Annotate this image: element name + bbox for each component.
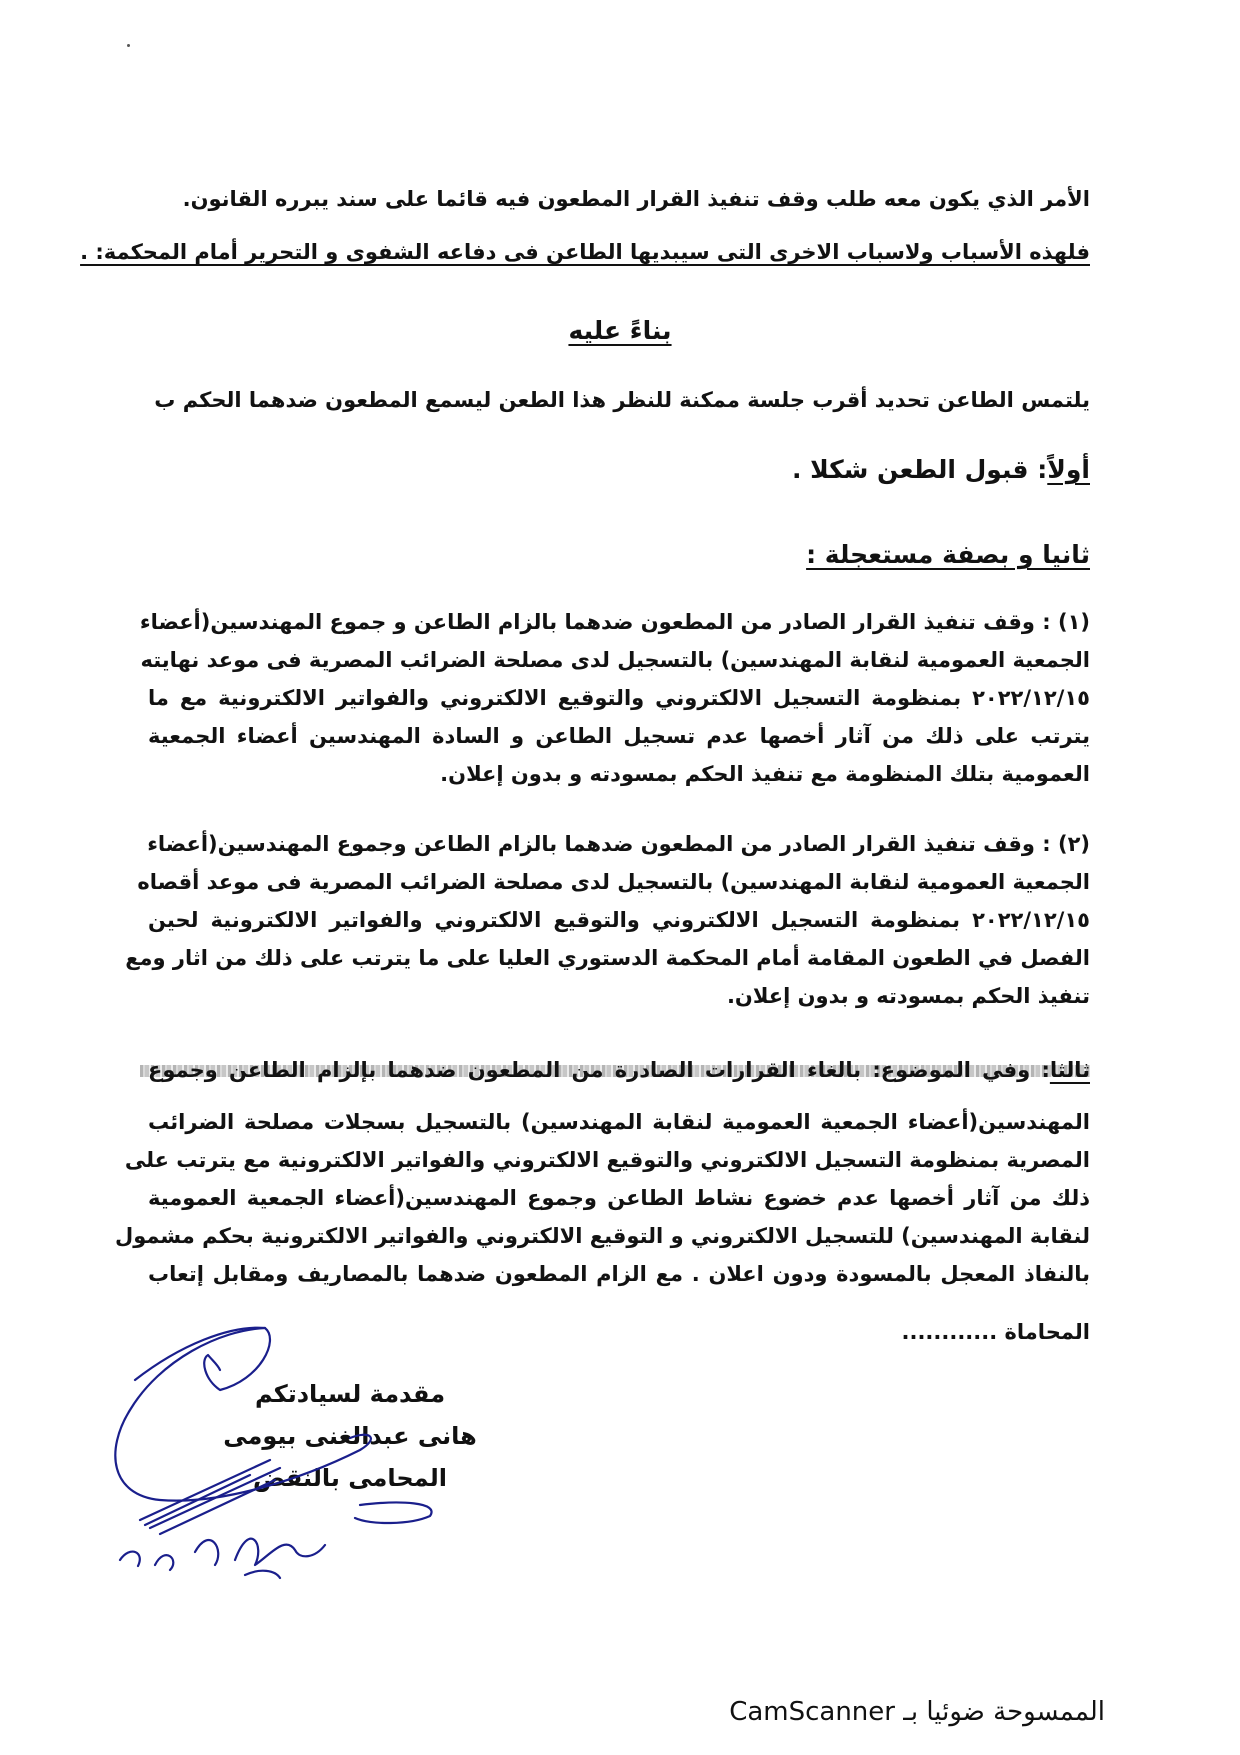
signature-line-2: هانى عبدالغنى بيومى <box>223 1422 477 1450</box>
item1-line: ٢٠٢٢/١٢/١٥ بمنظومة التسجيل الالكتروني والتوقيع الالكتروني والفواتير الالكترونية مع ما <box>148 686 1090 710</box>
signature-line-3: المحامى بالنقض <box>253 1464 447 1492</box>
second-heading: ثانيا و بصفة مستعجلة : <box>806 540 1090 569</box>
signature-stroke <box>355 1503 432 1524</box>
third-line: المهندسين(أعضاء الجمعية العمومية لنقابة المهندسين) بالتسجيل بسجلات مصلحة الضرائب <box>148 1110 1090 1134</box>
signature-line-1: مقدمة لسيادتكم <box>254 1380 446 1408</box>
camscanner-watermark: الممسوحة ضوئيا بـ CamScanner <box>729 1697 1105 1727</box>
item1-line: العمومية بتلك المنظومة مع تنفيذ الحكم بمسودته و بدون إعلان. <box>440 762 1090 786</box>
signature-stroke <box>245 1571 280 1578</box>
third-text: : وفي الموضوع: بالغاء القرارات الصادرة من المطعون ضدهما بإلزام الطاعن وجموع <box>148 1058 1050 1082</box>
third-line: المحاماة ............ <box>901 1320 1090 1344</box>
item2-line: الجمعية العمومية لنقابة المهندسين) بالتسجيل لدى مصلحة الضرائب المصرية فى موعد أقصاه <box>137 870 1090 894</box>
third-line: ذلك من آثار أخصها عدم خضوع نشاط الطاعن وجموع المهندسين(أعضاء الجمعية العمومية <box>148 1186 1090 1210</box>
third-line: لنقابة المهندسين) للتسجيل الالكتروني و التوقيع الالكتروني والفواتير الالكترونية بحكم مشمول <box>114 1224 1090 1248</box>
intro-line: الأمر الذي يكون معه طلب وقف تنفيذ القرار المطعون فيه قائما على سند يبرره القانون. <box>182 187 1090 211</box>
signature-stroke <box>120 1539 325 1570</box>
scan-speck <box>127 44 130 47</box>
first-item <box>792 455 1090 484</box>
item2-line: ٢٠٢٢/١٢/١٥ بمنظومة التسجيل الالكتروني والتوقيع الالكتروني والفواتير الالكترونية لحين <box>148 908 1090 932</box>
heading-based-on <box>0 316 1240 345</box>
signature-stroke <box>135 1328 270 1390</box>
signature-stroke <box>115 1328 371 1501</box>
item1-line: يترتب على ذلك من آثار أخصها عدم تسجيل الطاعن و السادة المهندسين أعضاء الجمعية <box>148 724 1090 748</box>
third-first-line <box>148 1058 1090 1082</box>
item1-line: الجمعية العمومية لنقابة المهندسين) بالتسجيل لدى مصلحة الضرائب المصرية فى موعد نهايته <box>140 648 1090 672</box>
item2-line: تنفيذ الحكم بمسودته و بدون إعلان. <box>726 984 1090 1008</box>
first-label: أولاً <box>1047 455 1090 484</box>
heading-based-on-text: بناءً عليه <box>568 316 672 345</box>
item2-line: (٢) : وقف تنفيذ القرار الصادر من المطعون ضدهما بالزام الطاعن وجموع المهندسين(أعضاء <box>147 832 1090 856</box>
item1-line: (١) : وقف تنفيذ القرار الصادر من المطعون ضدهما بالزام الطاعن و جموع المهندسين(أعضاء <box>139 610 1090 634</box>
third-label: ثالثا <box>1049 1058 1090 1082</box>
request-line: يلتمس الطاعن تحديد أقرب جلسة ممكنة للنظر هذا الطعن ليسمع المطعون ضدهما الحكم ب <box>154 388 1090 412</box>
item2-line: الفصل في الطعون المقامة أمام المحكمة الدستوري العليا على ما يترتب على ذلك من اثار ومع <box>125 946 1090 970</box>
reasons-line: فلهذه الأسباب ولاسباب الاخرى التى سيبديها الطاعن فى دفاعه الشفوى و التحرير أمام المحكمة: . <box>80 240 1090 264</box>
third-line: بالنفاذ المعجل بالمسودة ودون اعلان . مع الزام المطعون ضدهما بالمصاريف ومقابل إتعاب <box>148 1262 1090 1286</box>
signature-stroke <box>140 1460 280 1534</box>
third-line: المصرية بمنظومة التسجيل الالكتروني والتوقيع الالكتروني والفواتير الالكترونية مع يترتب على <box>124 1148 1090 1172</box>
first-text: : قبول الطعن شكلا . <box>791 455 1048 484</box>
handwritten-signature <box>100 1320 500 1580</box>
